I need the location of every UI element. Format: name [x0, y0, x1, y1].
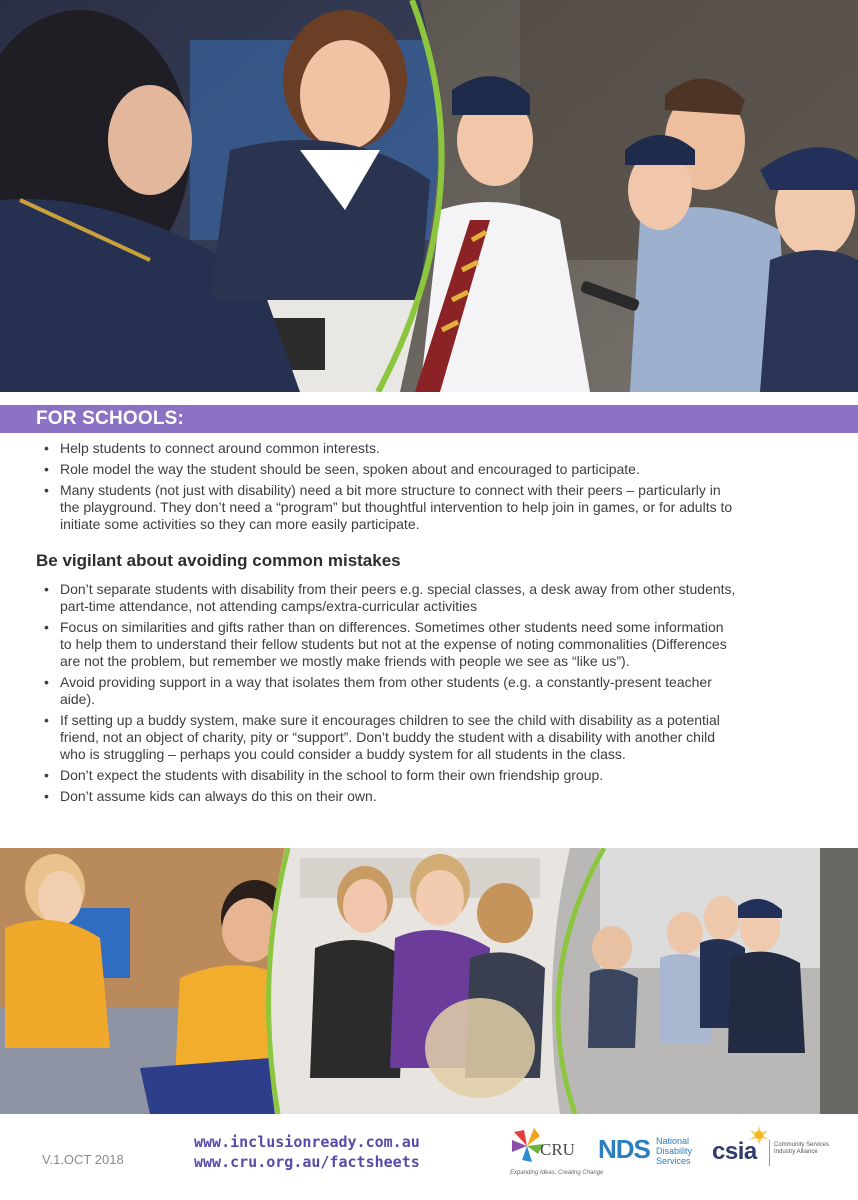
cru-logo: [510, 1126, 604, 1186]
csia-abbreviation: csia: [712, 1138, 757, 1165]
section-title: FOR SCHOOLS:: [36, 408, 185, 429]
inclusionready-link[interactable]: www.inclusionready.com.au: [194, 1133, 420, 1151]
list-item: • If setting up a buddy system, make sure it encourages children to see the child with disability as a potential friend, not an object of charity, pity or “support”. Don’t buddy the student with a disability with another child who is struggling – perhaps you could consider a buddy system for all students in the class.: [36, 712, 736, 763]
list-item: • Help students to connect around common interests.: [36, 440, 736, 457]
mistakes-bullet-list: [36, 581, 736, 805]
list-item: • Avoid providing support in a way that isolates them from other students (e.g. a constantly-present teacher aide).: [36, 674, 736, 708]
nds-full-name: National Disability Services: [656, 1136, 693, 1166]
cru-factsheets-link[interactable]: www.cru.org.au/factsheets: [194, 1153, 420, 1171]
list-item: • Don’t separate students with disability from their peers e.g. special classes, a desk away from other students, part-time attendance, not attending camps/extra-curricular activities: [36, 581, 736, 615]
cru-name: CRU: [540, 1140, 575, 1159]
cru-tagline: Expanding Ideas. Creating Change: [510, 1170, 604, 1176]
main-content: [36, 440, 736, 809]
csia-divider: [769, 1140, 770, 1166]
list-item: • Don’t assume kids can always do this on their own.: [36, 788, 736, 805]
list-item: • Focus on similarities and gifts rather than on differences. Sometimes other students need some information to help them to understand their fellow students but not at the expense of noting commonalities (Differences are not the problem, but remember we mostly make friends with people we see as “like us”).: [36, 619, 736, 670]
footer-urls: [194, 1132, 420, 1172]
csia-logo: [712, 1126, 832, 1176]
mistakes-heading: Be vigilant about avoiding common mistakes: [36, 551, 401, 570]
list-item: • Don’t expect the students with disability in the school to form their own friendship group.: [36, 767, 736, 784]
intro-bullet-list: [36, 440, 736, 533]
hero-photo: [0, 0, 858, 392]
footer: [0, 1114, 858, 1200]
hero-photo-illustration: [0, 0, 858, 392]
bottom-photo-illustration: [0, 848, 858, 1114]
nds-logo: [598, 1134, 708, 1168]
list-item: • Role model the way the student should be seen, spoken about and encouraged to participate.: [36, 461, 736, 478]
version-label: V.1.OCT 2018: [42, 1152, 124, 1167]
csia-full-name: Community Services Industry Alliance: [774, 1142, 830, 1155]
section-heading-bar: [0, 405, 858, 433]
cru-pinwheel-icon: [510, 1126, 544, 1166]
nds-abbreviation: NDS: [598, 1134, 650, 1164]
bottom-photo-strip: [0, 848, 858, 1114]
list-item: • Many students (not just with disability) need a bit more structure to connect with their peers – particularly in the playground. They don’t need a “program” but thoughtful intervention to help join in games, or for adults to initiate some activities so they can more easily participate.: [36, 482, 736, 533]
